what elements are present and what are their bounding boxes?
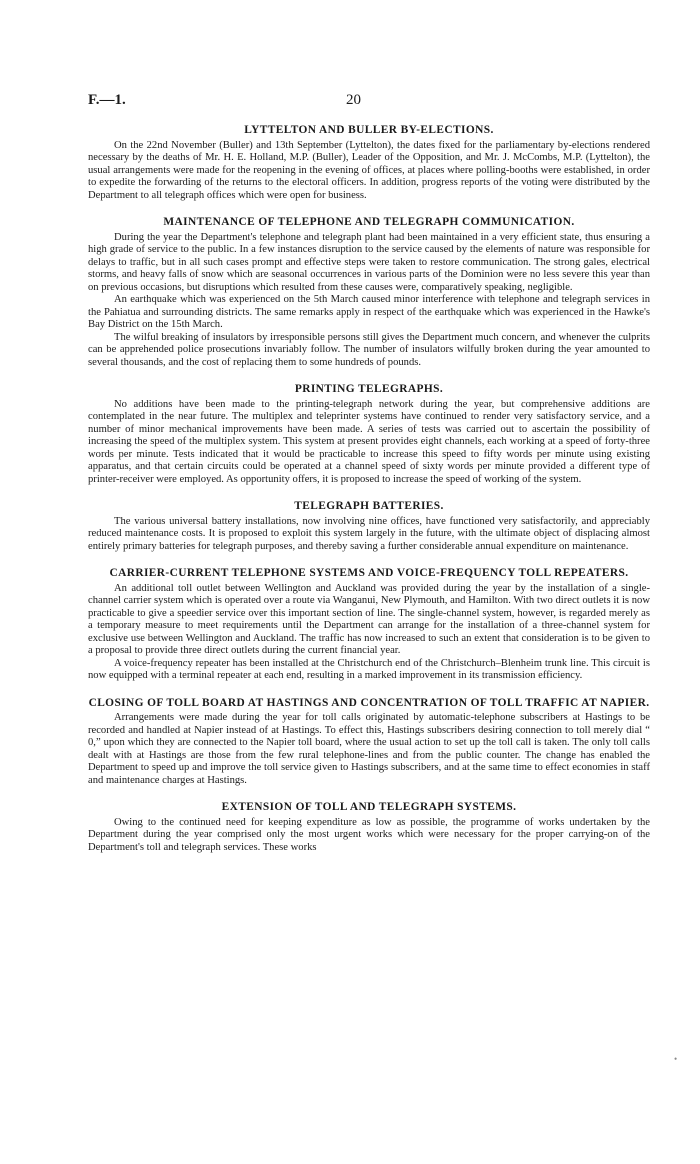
paragraph: Owing to the continued need for keeping expenditure as low as possible, the programme of works undertaken by the Department during the year comprised only the most urgent works which were necessary for the proper carrying-on of the Department's toll and telegraph services. These works: [88, 816, 650, 853]
section-heading: MAINTENANCE OF TELEPHONE AND TELEGRAPH COMMUNICATION.: [163, 216, 575, 228]
section-maintenance: [88, 216, 650, 369]
paragraph: The wilful breaking of insulators by irresponsible persons still gives the Department much concern, and whenever the culprits can be apprehended police prosecutions invariably follow. The number of insulators wilfully broken during the year amounted to several thousands, and the cost of replacing them to some hundreds of pounds.: [88, 331, 650, 368]
section-extension-toll-telegraph: [88, 801, 650, 854]
section-printing-telegraphs: [88, 383, 650, 486]
section-carrier-current: [88, 567, 650, 683]
paragraph: Arrangements were made during the year for toll calls originated by automatic-telephone subscribers at Hastings to be recorded and handled at Napier instead of at Hastings. To effect this, Hastings subscribers desiring connection to toll merely dial “ 0,” upon which they are connected to the Napier toll board, where the usual action to set up the toll call is taken. The only toll calls dealt with at Hastings are those from the few rural telephone-lines and from the public counter. The change has enabled the Department to speed up and improve the toll service given to Hastings subscribers, and at the same time to effect economies in staff and maintenance charges at Hastings.: [88, 712, 650, 786]
paragraph: The various universal battery installations, now involving nine offices, have functioned very satisfactorily, and appreciably reduced maintenance costs. It is proposed to exploit this system largely in the future, with the ultimate object of displacing almost entirely primary batteries for telegraph purposes, and thereby saving a further considerable annual expenditure on maintenance.: [88, 515, 650, 552]
paragraph: An earthquake which was experienced on the 5th March caused minor interference with telephone and telegraph services in the Pahiatua and surrounding districts. The same remarks apply in respect of the earthquake which was experienced in the Hawke's Bay District on the 15th March.: [88, 294, 650, 330]
section-heading: CARRIER-CURRENT TELEPHONE SYSTEMS AND VOICE-FREQUENCY TOLL REPEATERS.: [109, 567, 629, 579]
paragraph: During the year the Department's telephone and telegraph plant had been maintained in a very efficient state, thus ensuring a high grade of service to the public. In a few instances disruption to the service caused by the elements of nature was responsible for delays to traffic, but in all such cases prompt and effective steps were taken to restore communication. The strong gales, electrical storms, and heavy falls of snow which are seasonal occurrences in various parts of the Dominion were no less severe this year than on previous occasions, but disruptions which resulted from these causes were, comparatively speaking, negligible.: [88, 231, 650, 293]
section-telegraph-batteries: [88, 500, 650, 553]
margin-speck: •: [674, 1054, 678, 1064]
page-header: [88, 92, 648, 112]
section-by-elections: [88, 124, 650, 202]
section-heading: CLOSING OF TOLL BOARD AT HASTINGS AND CONCENTRATION OF TOLL TRAFFIC AT NAPIER.: [88, 696, 650, 709]
document-reference: F.—1.: [88, 92, 126, 108]
paragraph: No additions have been made to the printing-telegraph network during the year, but comprehensive additions are contemplated in the near future. The multiplex and teleprinter systems have continued to render very satisfactory service, and a number of minor mechanical improvements have been made. A series of tests was carried out to ascertain the possibility of increasing the speed of the multiplex system. This system at present provides eight channels, each working at a speed of forty-three words per minute. Tests indicated that it would be practicable to increase this speed to fifty words per minute using existing apparatus, and that certain circuits could be operated at a channel speed of sixty words per minute provided a different type of printer-receiver were employed. As opportunity offers, it is proposed to increase the speed of working of the system.: [88, 398, 650, 485]
section-hastings-toll-board: [88, 697, 650, 788]
page-number: 20: [346, 92, 361, 108]
document-body: [88, 124, 650, 868]
section-heading: LYTTELTON AND BULLER BY-ELECTIONS.: [244, 124, 494, 136]
section-heading: EXTENSION OF TOLL AND TELEGRAPH SYSTEMS.: [221, 801, 517, 813]
paragraph: An additional toll outlet between Wellington and Auckland was provided during the year by the installation of a single-channel carrier system which is operated over a route via Wanganui, New Plymouth, and Hamilton. With two direct outlets it is now practicable to give a speedier service over this important section of line. The single-channel system, however, is regarded merely as a temporary measure to meet requirements until the Department can arrange for the installation of a three-channel system for exclusive use between Wellington and Auckland. The traffic has now increased to such an extent that consideration is to be given to a proposal to provide three direct outlets during the current financial year.: [88, 582, 650, 656]
paragraph: On the 22nd November (Buller) and 13th September (Lyttelton), the dates fixed for the parliamentary by-elections rendered necessary by the deaths of Mr. H. E. Holland, M.P. (Buller), Leader of the Opposition, and Mr. J. McCombs, M.P. (Lyttelton), the usual arrangements were made for the reopening in the evening of offices, at places where polling-booths were established, in order to expedite the forwarding of the returns to the electoral officers. In addition, progress reports of the voting were distributed by the Department to all telegraph offices which were open for business.: [88, 139, 650, 201]
paragraph: A voice-frequency repeater has been installed at the Christchurch end of the Christchurch–Blenheim trunk line. This circuit is now equipped with a terminal repeater at each end, resulting in a marked improvement in its transmission efficiency.: [88, 657, 650, 681]
section-heading: TELEGRAPH BATTERIES.: [294, 500, 444, 512]
section-heading: PRINTING TELEGRAPHS.: [294, 383, 444, 395]
